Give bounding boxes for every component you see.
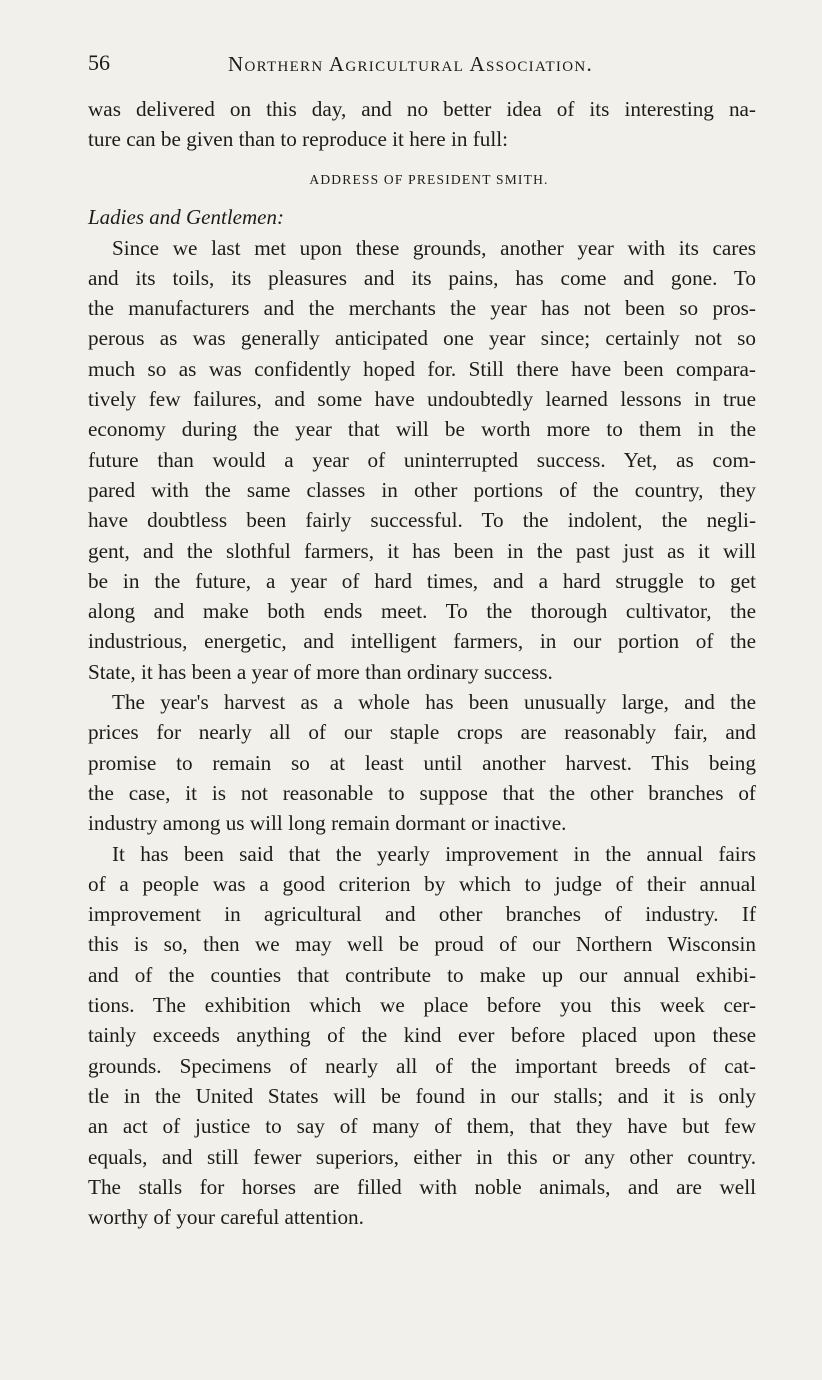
text-line: along and make both ends meet. To the thorough cultivator, the bbox=[88, 599, 756, 624]
page-number: 56 bbox=[88, 50, 110, 75]
text-line: tions. The exhibition which we place before you this week cer- bbox=[88, 993, 756, 1018]
text-line: The stalls for horses are filled with noble animals, and are well bbox=[88, 1174, 756, 1199]
running-head bbox=[88, 50, 756, 94]
text-line: this is so, then we may well be proud of our Northern Wisconsin bbox=[88, 932, 756, 957]
text-line: equals, and still fewer superiors, either in this or any other country. bbox=[88, 1144, 756, 1169]
paragraph bbox=[88, 233, 756, 687]
text-line: grounds. Specimens of nearly all of the important breeds of cat- bbox=[88, 1053, 756, 1078]
text-line: tively few failures, and some have undoubtedly learned lessons in true bbox=[88, 387, 756, 412]
text-line: tainly exceeds anything of the kind ever before placed upon these bbox=[88, 1023, 756, 1048]
text-line: pared with the same classes in other portions of the country, they bbox=[88, 477, 756, 502]
paragraph bbox=[88, 839, 756, 1233]
text-line: It has been said that the yearly improvement in the annual fairs bbox=[112, 841, 756, 866]
text-line: worthy of your careful attention. bbox=[88, 1205, 364, 1230]
text-line: improvement in agricultural and other branches of industry. If bbox=[88, 902, 756, 927]
text-line: industrious, energetic, and intelligent farmers, in our portion of the bbox=[88, 629, 756, 654]
text-line: industry among us will long remain dormant or inactive. bbox=[88, 811, 567, 836]
salutation: Ladies and Gentlemen: bbox=[88, 204, 284, 229]
text-line: the case, it is not reasonable to suppose that the other branches of bbox=[88, 780, 756, 805]
paragraph bbox=[88, 687, 756, 838]
text-line: ture can be given than to reproduce it here in full: bbox=[88, 127, 509, 152]
text-line: have doubtless been fairly successful. To the indolent, the negli- bbox=[88, 508, 756, 533]
text-line: State, it has been a year of more than ordinary success. bbox=[88, 659, 553, 684]
text-line: much so as was confidently hoped for. Still there have been compara- bbox=[88, 356, 756, 381]
address-heading: ADDRESS OF PRESIDENT SMITH. bbox=[309, 171, 549, 187]
address-body bbox=[88, 233, 756, 1233]
text-line: future than would a year of uninterrupted success. Yet, as com- bbox=[88, 447, 756, 472]
text-line: perous as was generally anticipated one year since; certainly not so bbox=[88, 326, 756, 351]
text-line: was delivered on this day, and no better idea of its interesting na- bbox=[88, 97, 756, 121]
text-line: economy during the year that will be worth more to them in the bbox=[88, 417, 756, 442]
text-line: The year's harvest as a whole has been unusually large, and the bbox=[112, 690, 756, 715]
text-line: and its toils, its pleasures and its pains, has come and gone. To bbox=[88, 265, 756, 290]
text-line: an act of justice to say of many of them, that they have but few bbox=[88, 1114, 756, 1139]
text-line: Since we last met upon these grounds, another year with its cares bbox=[112, 235, 756, 260]
text-line: gent, and the slothful farmers, it has been in the past just as it will bbox=[88, 538, 756, 563]
text-line: tle in the United States will be found in our stalls; and it is only bbox=[88, 1083, 756, 1108]
text-line: prices for nearly all of our staple crops are reasonably fair, and bbox=[88, 720, 756, 745]
text-line: the manufacturers and the merchants the year has not been so pros- bbox=[88, 296, 756, 321]
text-line: and of the counties that contribute to make up our annual exhibi- bbox=[88, 962, 756, 987]
intro-text bbox=[88, 94, 756, 155]
text-line: promise to remain so at least until another harvest. This being bbox=[88, 750, 756, 775]
text-line: be in the future, a year of hard times, and a hard struggle to get bbox=[88, 568, 756, 593]
text-line: of a people was a good criterion by which to judge of their annual bbox=[88, 871, 756, 896]
running-title: Northern Agricultural Association. bbox=[228, 52, 594, 76]
